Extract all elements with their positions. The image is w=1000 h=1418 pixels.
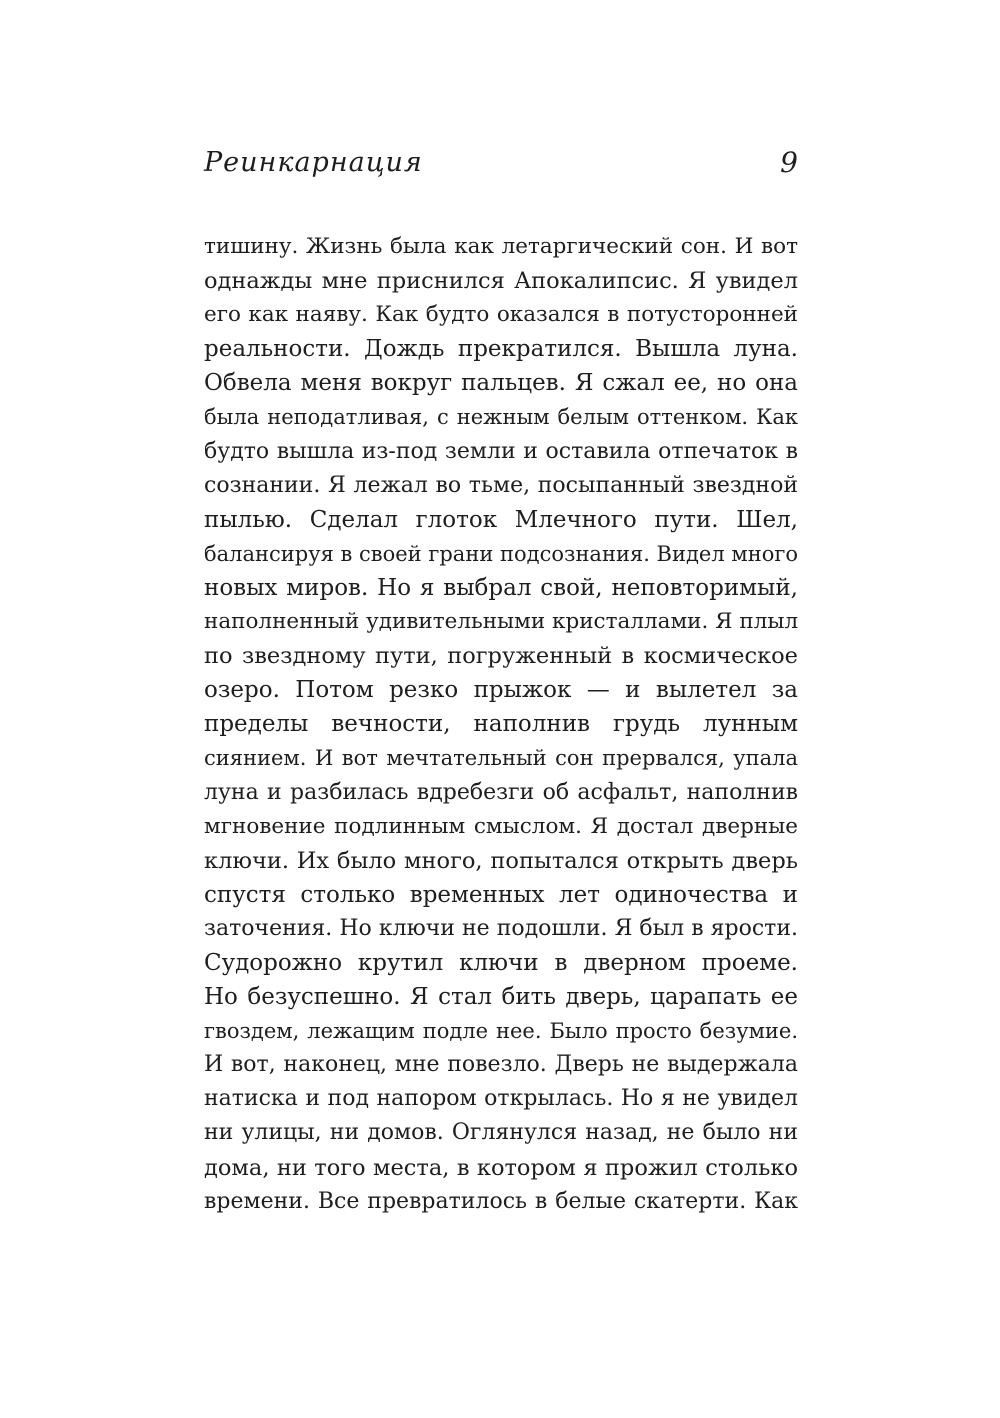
text-line: Судорожно крутил ключи в дверном проеме. — [204, 949, 798, 976]
running-head — [204, 145, 798, 185]
text-line: была неподатливая, с нежным белым оттенком. Как — [204, 405, 798, 430]
text-line: сиянием. И вот мечтательный сон прервался, упала — [204, 746, 798, 771]
text-line: Обвела меня вокруг пальцев. Я сжал ее, но она — [204, 370, 798, 397]
text-line: ни улицы, ни домов. Оглянулся назад, не было ни — [204, 1120, 798, 1146]
text-line: мгновение подлинным смыслом. Я достал дверные — [204, 813, 798, 839]
text-line: будто вышла из-под земли и оставила отпечаток в — [204, 438, 798, 464]
text-line: сознании. Я лежал во тьме, посыпанный звездной — [204, 472, 798, 498]
text-line: его как наяву. Как будто оказался в потусторонней — [204, 302, 798, 328]
text-line: дома, ни того места, в котором я прожил столько — [204, 1154, 798, 1181]
text-line: наполненный удивительными кристаллами. Я плыл — [204, 609, 798, 635]
text-line: гвоздем, лежащим подле нее. Было просто безумие. — [204, 1019, 798, 1044]
text-line: ключи. Их было много, попытался открыть дверь — [204, 847, 798, 874]
text-line: пылью. Сделал глоток Млечного пути. Шел, — [204, 506, 798, 533]
text-line: луна и разбилась вдребезги об асфальт, наполнив — [204, 779, 798, 805]
text-line: тишину. Жизнь была как летаргический сон. И вот — [204, 234, 798, 259]
text-line: балансируя в своей грани подсознания. Видел много — [204, 541, 798, 566]
text-line: заточения. Но ключи не подошли. Я был в ярости. — [204, 915, 798, 941]
page-number: 9 — [780, 146, 798, 179]
text-line: озеро. Потом резко прыжок — и вылетел за — [204, 677, 798, 704]
body-text — [204, 230, 798, 1219]
chapter-title: Реинкарнация — [204, 147, 423, 178]
text-line: времени. Все превратилось в белые скатерти. Как — [204, 1188, 798, 1214]
text-line: И вот, наконец, мне повезло. Дверь не выдержала — [204, 1052, 798, 1078]
text-line: по звездному пути, погруженный в космическое — [204, 643, 798, 670]
text-line: натиска и под напором открылась. Но я не увидел — [204, 1086, 798, 1112]
text-line: пределы вечности, наполнив грудь лунным — [204, 711, 798, 738]
text-line: Но безуспешно. Я стал бить дверь, царапать ее — [204, 984, 798, 1011]
text-line: новых миров. Но я выбрал свой, неповторимый, — [204, 574, 798, 601]
text-line: реальности. Дождь прекратился. Вышла луна. — [204, 336, 798, 363]
text-line: однажды мне приснился Апокалипсис. Я увидел — [204, 268, 798, 295]
text-line: спустя столько временных лет одиночества и — [204, 881, 798, 908]
